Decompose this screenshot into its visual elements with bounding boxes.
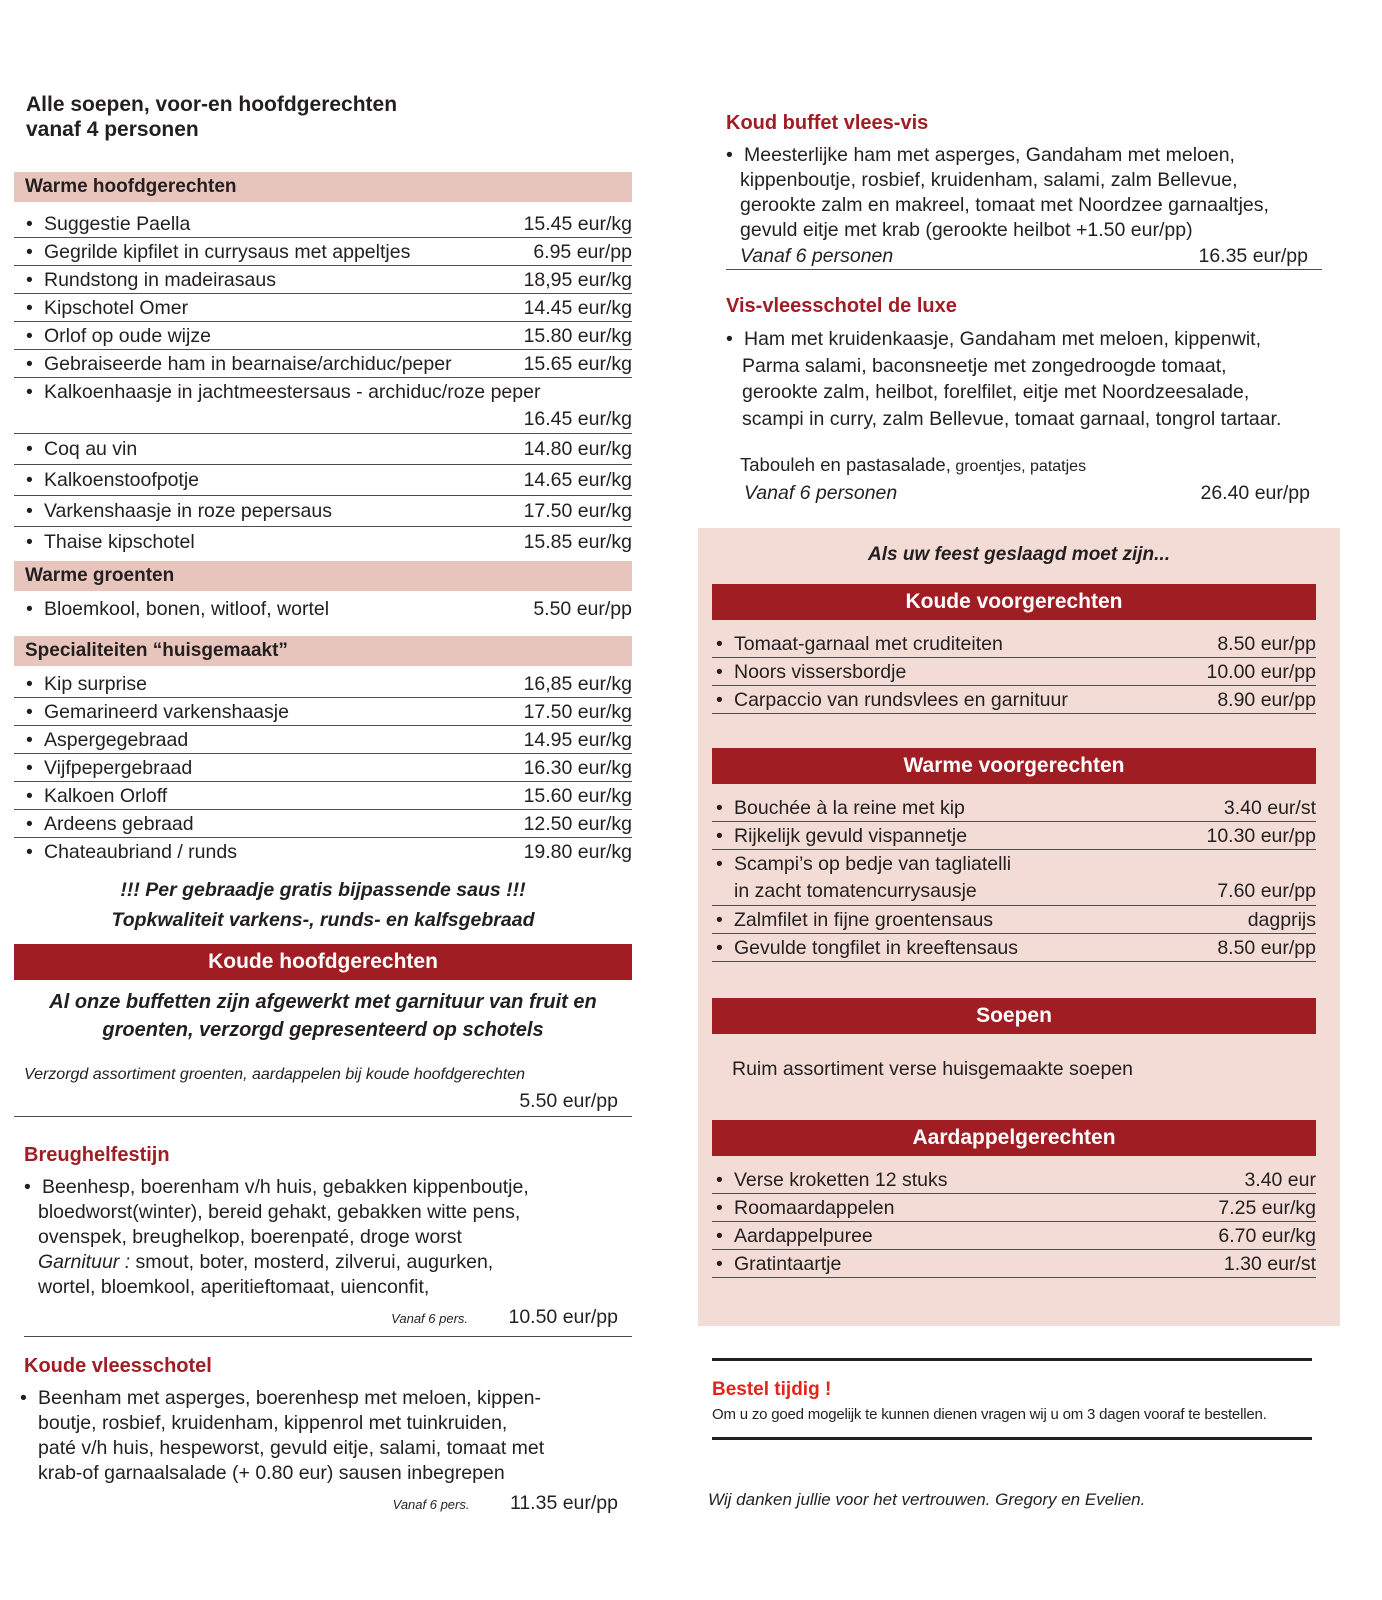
- item-name: • Kalkoenstoofpotje: [26, 466, 199, 495]
- section-koude-hoofdgerechten: [14, 944, 632, 1117]
- desc-line: gerookte zalm en makreel, tomaat met Noordzee garnaaltjes,: [740, 194, 1269, 216]
- order-notice-title: Bestel tijdig !: [712, 1379, 832, 1400]
- item-name: • Tomaat-garnaal met cruditeiten: [716, 631, 1003, 657]
- desc-line: Parma salami, baconsneetje met zongedroogde tomaat,: [742, 354, 1227, 377]
- menu-item: [712, 794, 1316, 822]
- menu-item: [14, 810, 632, 838]
- quality-note: Topkwaliteit varkens-, runds- en kalfsgebraad: [111, 909, 535, 931]
- item-name-line: Scampi’s op bedje van tagliatelli: [734, 853, 1012, 875]
- item-price: 1.30 eur/st: [1223, 1253, 1316, 1275]
- section-warme-voorgerechten: [712, 748, 1316, 962]
- menu-item: [712, 1194, 1316, 1222]
- item-name: • Kipschotel Omer: [26, 295, 188, 321]
- breughel-price-row: [24, 1300, 632, 1337]
- section-title: Warme voorgerechten: [712, 748, 1316, 784]
- menu-list: [712, 794, 1316, 850]
- desc-line: gerookte zalm, heilbot, forelfilet, eitje met Noordzeesalade,: [742, 381, 1250, 403]
- menu-item-scampi: [712, 850, 1316, 906]
- section-title: Soepen: [712, 998, 1316, 1034]
- visvlees-description: [726, 326, 1346, 432]
- menu-item: [14, 838, 632, 865]
- item-price: 17.50 eur/kg: [523, 701, 632, 723]
- menu-item: [14, 266, 632, 294]
- item-price: 3.40 eur: [1244, 1169, 1316, 1191]
- item-name: • Verse kroketten 12 stuks: [716, 1167, 948, 1193]
- item-price: 16.35 eur/pp: [1198, 245, 1308, 267]
- feest-panel: [698, 528, 1340, 1326]
- item-name: • Kalkoen Orloff: [26, 783, 167, 809]
- section-warme-groenten: [14, 561, 632, 622]
- item-price: 15.45 eur/kg: [523, 213, 632, 235]
- desc-line: • Meesterlijke ham met asperges, Gandaham met meloen,: [726, 143, 1322, 168]
- menu-item: [14, 434, 632, 465]
- item-name: • Varkenshaasje in roze pepersaus: [26, 497, 332, 526]
- item-name: • Scampi’s op bedje van tagliatelli: [716, 853, 1012, 875]
- item-name: • Gemarineerd varkenshaasje: [26, 699, 289, 725]
- section-koude-voorgerechten: [712, 584, 1316, 714]
- menu-item-kalkoenhaasje: [14, 378, 632, 434]
- item-name: • Gebraiseerde ham in bearnaise/archiduc/peper: [26, 351, 452, 377]
- item-price: 15.80 eur/kg: [523, 325, 632, 347]
- section-warme-hoofdgerechten: [14, 172, 632, 557]
- item-price: dagprijs: [1247, 909, 1316, 931]
- vanaf-label: Vanaf 6 personen: [744, 482, 898, 504]
- assortiment-price: 5.50 eur/pp: [519, 1090, 618, 1112]
- menu-item: [14, 527, 632, 557]
- item-price: 8.50 eur/pp: [1217, 633, 1316, 655]
- item-price: 11.35 eur/pp: [509, 1492, 618, 1514]
- item-name: • Gegrilde kipfilet in currysaus met appeltjes: [26, 239, 410, 265]
- item-line: [716, 878, 1316, 905]
- menu-list: [712, 630, 1316, 714]
- item-price: 14.95 eur/kg: [523, 729, 632, 751]
- item-name: • Kalkoenhaasje in jachtmeestersaus - archiduc/roze peper: [26, 379, 632, 406]
- item-name: • Rundstong in madeirasaus: [26, 267, 276, 293]
- breughel-description: [24, 1175, 632, 1300]
- item-name: • Bloemkool, bonen, witloof, wortel: [26, 596, 329, 622]
- section-title: Koude voorgerechten: [712, 584, 1316, 620]
- item-name-line: in zacht tomatencurrysausje: [734, 880, 977, 902]
- menu-item: [712, 1222, 1316, 1250]
- desc-line: kippenboutje, rosbief, kruidenham, salami, zalm Bellevue,: [740, 169, 1238, 191]
- item-price: 19.80 eur/kg: [523, 841, 632, 863]
- item-price: 26.40 eur/pp: [1200, 482, 1310, 504]
- item-price: 12.50 eur/kg: [523, 813, 632, 835]
- item-name: • Aardappelpuree: [716, 1223, 873, 1249]
- item-name: • Zalmfilet in fijne groentensaus: [716, 907, 993, 933]
- desc-line: ovenspek, breughelkop, boerenpaté, droge worst: [38, 1226, 462, 1248]
- item-name: • Roomaardappelen: [716, 1195, 894, 1221]
- order-notice: [712, 1358, 1312, 1440]
- menu-item: [14, 322, 632, 350]
- section-breughelfestijn: [24, 1144, 632, 1337]
- tabouleh-line: [726, 452, 1346, 480]
- item-price: 6.70 eur/kg: [1218, 1225, 1316, 1247]
- item-name: • Carpaccio van rundsvlees en garnituur: [716, 687, 1068, 713]
- desc-line: wortel, bloemkool, aperitieftomaat, uienconfit,: [38, 1276, 430, 1298]
- item-name: • Noors vissersbordje: [716, 659, 906, 685]
- item-name: • Ardeens gebraad: [26, 811, 194, 837]
- order-notice-text: Om u zo goed mogelijk te kunnen dienen vragen wij u om 3 dagen vooraf te bestellen.: [712, 1406, 1267, 1423]
- section-title: Warme hoofdgerechten: [14, 172, 632, 202]
- desc-line: [24, 1250, 632, 1275]
- item-price: 17.50 eur/kg: [523, 500, 632, 522]
- thank-you-note: Wij danken jullie voor het vertrouwen. Gregory en Evelien.: [708, 1490, 1146, 1509]
- menu-list: [14, 210, 632, 378]
- item-name: • Vijfpepergebraad: [26, 755, 192, 781]
- desc-line: gevuld eitje met krab (gerookte heilbot +1.50 eur/pp): [740, 219, 1193, 241]
- item-price: 10.30 eur/pp: [1206, 825, 1316, 847]
- section-title: Koude vleesschotel: [24, 1355, 212, 1377]
- menu-list: [712, 1166, 1316, 1278]
- visvlees-price-row: [726, 480, 1346, 506]
- menu-item: [712, 630, 1316, 658]
- buffet-description: [726, 143, 1322, 243]
- vanaf-label: Vanaf 6 pers.: [392, 1497, 470, 1512]
- item-price: 6.95 eur/pp: [533, 241, 632, 263]
- item-price: 16.45 eur/kg: [523, 408, 632, 430]
- item-price: 15.65 eur/kg: [523, 353, 632, 375]
- menu-item: [712, 906, 1316, 934]
- sauce-note: !!! Per gebraadje gratis bijpassende saus !!!: [120, 879, 526, 901]
- intro-line-2: vanaf 4 personen: [26, 118, 199, 141]
- desc-line: • Beenhesp, boerenham v/h huis, gebakken kippenboutje,: [24, 1175, 632, 1200]
- menu-item: [712, 934, 1316, 962]
- section-title: Breughelfestijn: [24, 1144, 170, 1166]
- menu-item: [14, 294, 632, 322]
- tabouleh-extra: groentjes, patatjes: [950, 458, 1087, 475]
- item-name: • Kip surprise: [26, 671, 147, 697]
- item-price: 14.80 eur/kg: [523, 438, 632, 460]
- section-title: Vis-vleesschotel de luxe: [726, 295, 957, 317]
- item-price: 18,95 eur/kg: [523, 269, 632, 291]
- menu-item: [712, 822, 1316, 850]
- item-name: • Suggestie Paella: [26, 211, 190, 237]
- item-price: 8.90 eur/pp: [1217, 689, 1316, 711]
- desc-line: boutje, rosbief, kruidenham, kippenrol met tuinkruiden,: [38, 1412, 508, 1434]
- item-name: • Coq au vin: [26, 435, 137, 464]
- soepen-text: Ruim assortiment verse huisgemaakte soepen: [732, 1058, 1134, 1080]
- vleesschotel-price-row: [24, 1486, 632, 1522]
- section-soepen: [712, 998, 1316, 1081]
- menu-item: [14, 726, 632, 754]
- section-koude-vleesschotel: [24, 1355, 632, 1522]
- menu-item: [14, 698, 632, 726]
- menu-item: [14, 595, 632, 622]
- menu-item: [14, 754, 632, 782]
- buffet-note-1: Al onze buffetten zijn afgewerkt met garnituur van fruit en: [49, 991, 597, 1013]
- item-price: 15.85 eur/kg: [523, 531, 632, 553]
- desc-line: scampi in curry, zalm Bellevue, tomaat garnaal, tongrol tartaar.: [742, 407, 1282, 430]
- buffet-note-2: groenten, verzorgd gepresenteerd op schotels: [102, 1019, 544, 1041]
- menu-item: [14, 238, 632, 266]
- menu-list: [712, 906, 1316, 962]
- section-specialiteiten: [14, 636, 632, 935]
- vleesschotel-description: [24, 1386, 632, 1486]
- desc-line: paté v/h huis, hespeworst, gevuld eitje, salami, tomaat met: [38, 1437, 545, 1459]
- assortiment-row: [14, 1064, 632, 1117]
- item-price: 10.50 eur/pp: [508, 1306, 618, 1328]
- assortiment-text: Verzorgd assortiment groenten, aardappelen bij koude hoofdgerechten: [24, 1066, 526, 1083]
- buffet-price-row: [726, 243, 1322, 270]
- section-koud-buffet: [726, 112, 1322, 270]
- menu-list: [14, 670, 632, 865]
- item-price: 10.00 eur/pp: [1206, 661, 1316, 683]
- menu-list: [14, 434, 632, 557]
- section-title: Specialiteiten “huisgemaakt”: [14, 636, 632, 666]
- menu-item: [14, 670, 632, 698]
- menu-item: [712, 686, 1316, 714]
- section-aardappelgerechten: [712, 1120, 1316, 1278]
- item-name: • Rijkelijk gevuld vispannetje: [716, 823, 967, 849]
- desc-line: • Ham met kruidenkaasje, Gandaham met meloen, kippenwit,: [726, 326, 1346, 353]
- section-vis-vleesschotel: [726, 295, 1346, 506]
- item-price: 16.30 eur/kg: [523, 757, 632, 779]
- item-name: • Orlof op oude wijze: [26, 323, 211, 349]
- menu-item: [712, 658, 1316, 686]
- menu-item: [14, 496, 632, 527]
- item-name: • Thaise kipschotel: [26, 528, 195, 557]
- item-price: 14.45 eur/kg: [523, 297, 632, 319]
- desc-line: krab-of garnaalsalade (+ 0.80 eur) sausen inbegrepen: [38, 1462, 505, 1484]
- item-price: 16,85 eur/kg: [523, 673, 632, 695]
- item-price: 7.25 eur/kg: [1218, 1197, 1316, 1219]
- section-title: Koud buffet vlees-vis: [726, 112, 929, 134]
- tabouleh-text: Tabouleh en pastasalade,: [740, 454, 951, 475]
- section-title: Koude hoofdgerechten: [14, 944, 632, 980]
- desc-line: bloedworst(winter), bereid gehakt, gebakken witte pens,: [38, 1201, 521, 1223]
- garnituur-text: smout, boter, mosterd, zilverui, augurken,: [130, 1251, 494, 1273]
- item-name: • Gevulde tongfilet in kreeftensaus: [716, 935, 1018, 961]
- item-name: • Bouchée à la reine met kip: [716, 795, 965, 821]
- intro-line-1: Alle soepen, voor-en hoofdgerechten: [26, 93, 398, 116]
- menu-item: [712, 1250, 1316, 1278]
- vanaf-label: Vanaf 6 pers.: [391, 1311, 469, 1326]
- item-price: 5.50 eur/pp: [533, 598, 632, 620]
- vanaf-label: Vanaf 6 personen: [740, 245, 894, 267]
- item-name: • Gratintaartje: [716, 1251, 841, 1277]
- feest-tagline: Als uw feest geslaagd moet zijn...: [868, 544, 1170, 565]
- item-name: • Aspergegebraad: [26, 727, 188, 753]
- item-price: 15.60 eur/kg: [523, 785, 632, 807]
- menu-item: [712, 1166, 1316, 1194]
- item-price: 3.40 eur/st: [1223, 797, 1316, 819]
- section-title: Aardappelgerechten: [712, 1120, 1316, 1156]
- menu-item: [14, 350, 632, 378]
- intro: [26, 92, 397, 142]
- desc-line: • Beenham met asperges, boerenhesp met meloen, kippen-: [20, 1386, 632, 1411]
- section-title: Warme groenten: [14, 561, 632, 591]
- menu-item: [14, 465, 632, 496]
- item-price: 14.65 eur/kg: [523, 469, 632, 491]
- garnituur-label: Garnituur :: [38, 1251, 131, 1273]
- item-name: • Chateaubriand / runds: [26, 839, 237, 865]
- menu-item: [14, 782, 632, 810]
- item-price: 7.60 eur/pp: [1217, 880, 1316, 902]
- item-price: 8.50 eur/pp: [1217, 937, 1316, 959]
- menu-item: [14, 210, 632, 238]
